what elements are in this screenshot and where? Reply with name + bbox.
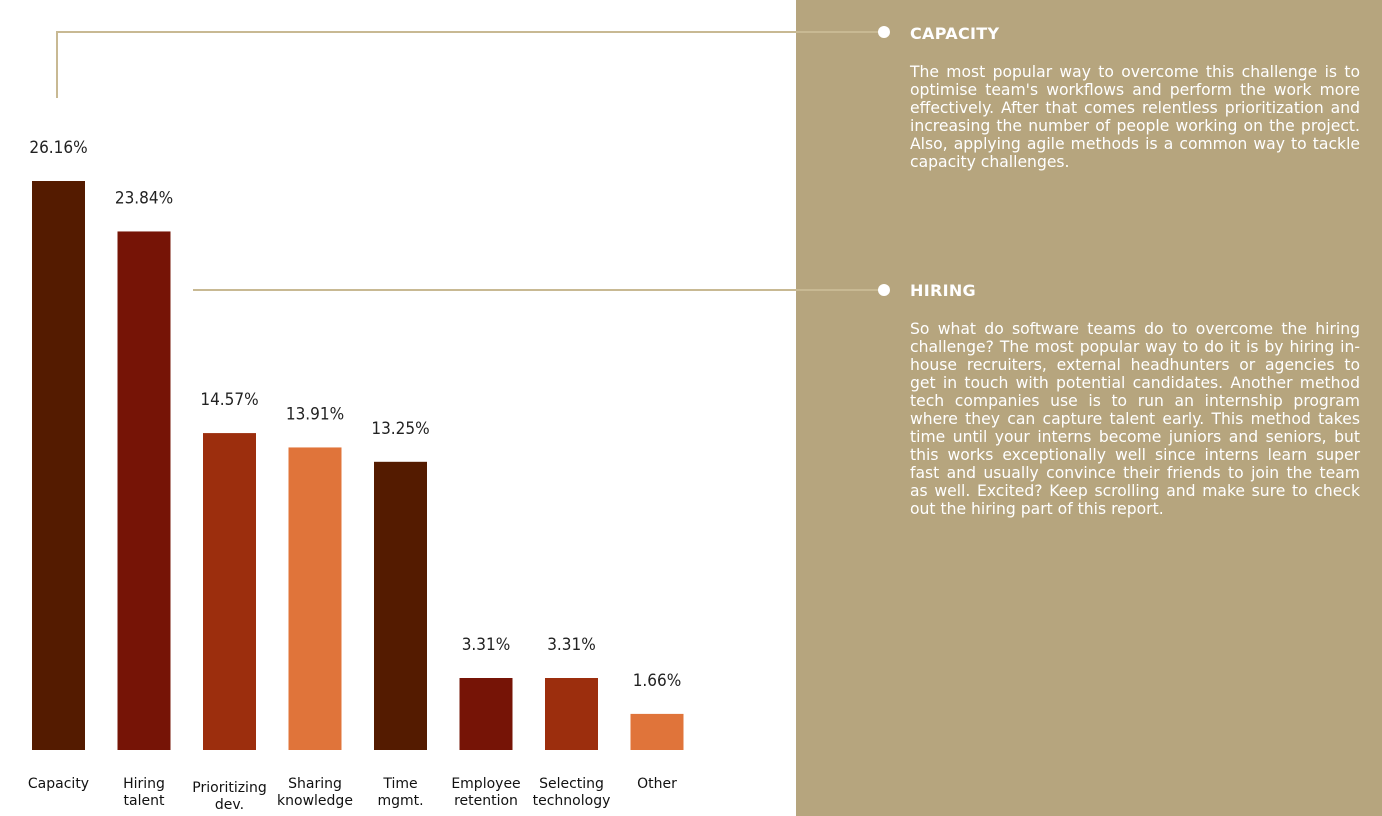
bar-1 [118,231,171,750]
hiring-body: So what do software teams do to overcome the hiring challenge? The most popular way to do it is by hiring in-house recruiters, external headhunters or agencies to get in touch with potential candidates. Another method tech companies use is to run an internship program where they can capture talent early. This method takes time until your interns become juniors and seniors, but this works exceptionally well since interns learn super fast and usually convince their friends to join the team as well. Excited? Keep scrolling and make sure to check out the hiring part of this report. [910,320,1360,518]
value-label-5: 3.31% [461,635,511,656]
category-label-7: Other [637,776,677,792]
value-label-0: 26.16% [29,138,88,158]
bar-7 [631,714,684,750]
category-label-6: Selecting technology [532,776,611,809]
bar-4 [374,462,427,750]
capacity-title: CAPACITY [910,24,1000,43]
value-label-3: 13.91% [285,404,345,425]
bar-5 [460,678,513,750]
hiring-section [910,281,1360,518]
category-label-5: Employee retention [451,776,521,809]
capacity-body: The most popular way to overcome this challenge is to optimise team's workflows and perform the work more effectively. After that comes relentless prioritization and increasing the number of people working on the project. Also, applying agile methods is a common way to tackle capacity challenges. [910,63,1360,171]
bar-3 [289,447,342,750]
hiring-title: HIRING [910,281,976,300]
category-label-2: Prioritizing dev. [192,780,267,813]
bar-0 [32,181,85,750]
value-label-4: 13.25% [371,418,430,439]
category-label-3: Sharing knowledge [277,776,353,809]
category-label-0: Capacity [27,776,90,792]
bar-2 [203,433,256,750]
category-label-1: Hiring talent [123,776,165,809]
value-label-7: 1.66% [632,670,682,691]
capacity-section [910,24,1360,171]
bar-6 [545,678,598,750]
value-label-2: 14.57% [200,390,259,411]
category-label-4: Time mgmt. [377,776,424,809]
value-label-6: 3.31% [547,635,596,656]
value-label-1: 23.84% [114,188,174,209]
info-panel [796,0,1382,816]
